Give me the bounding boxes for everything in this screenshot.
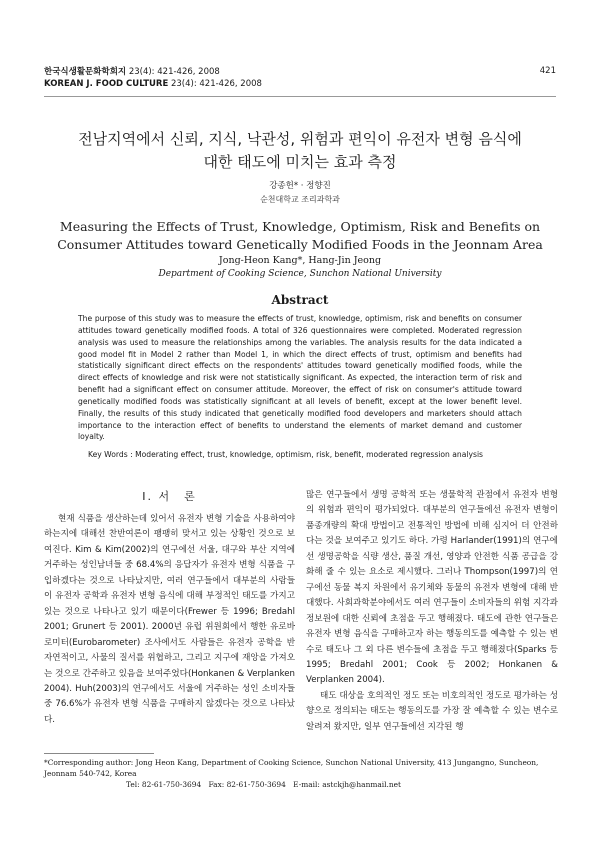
- title-english-line-2: Consumer Attitudes toward Genetically Modified Foods in the Jeonnam Area: [57, 237, 543, 252]
- journal-name-korean: 한국식생활문화학회지: [44, 67, 127, 77]
- right-column: [306, 488, 558, 735]
- journal-volume-english: 23(4): 421-426, 2008: [170, 79, 262, 89]
- introduction-paragraph-2: 많은 연구들에서 생명 공학적 또는 생물학적 관점에서 유전자 변형의 위험과 편익이 평가되었다. 대부분의 연구들에선 유전자 변형이 품종개량의 확대 방법이고 전통적인 방법에 비해 심지어 더 안전하다는 것을 보여주고 있기도 하다. 가령 Harlander(1991)의 연구에선 생명공학을 식량 생산, 품질 개선, 영양과 안전한 식품 공급을 강화해 줄 수 있는 요소로 제시했다. 그러나 Thompson(1997)의 연구에선 동물 복지 차원에서 유기체와 동물의 유전자 변형에 대해 반대했다. 사회과학분야에서도 여러 연구들이 소비자들의 위험 지각과 정보원에 대한 신뢰에 초점을 두고 행해졌다. 태도에 관한 연구들은 유전자 변형 음식을 구매하고자 하는 행동의도를 예측할 수 있는 변수로 태도나 그 외 다른 변수들에 초점을 두고 행해졌다(Sparks 등 1995; Bredahl 2001; Cook 등 2002; Honkanen & Verplanken 2004).: [306, 490, 558, 686]
- footnote-contact-line: Tel: 82-61-750-3694 Fax: 82-61-750-3694 E-mail: astckjh@hanmail.net: [126, 780, 401, 789]
- header-divider: [44, 96, 556, 97]
- abstract-heading: Abstract: [271, 293, 329, 307]
- keywords-label: Key Words :: [88, 450, 133, 459]
- authors-english: Jong-Heon Kang*, Hang-Jin Jeong: [218, 255, 382, 266]
- journal-volume-korean: 23(4): 421-426, 2008: [128, 67, 220, 77]
- authors-korean: 강종헌* · 정향진: [269, 181, 331, 191]
- title-english: [40, 218, 560, 254]
- introduction-paragraph-1: 현재 식품을 생산하는데 있어서 유전자 변형 기술을 사용하여야 하는지에 대해선 찬반여론이 팽팽히 맞서고 있는 상황인 것으로 보여진다. Kim & Kim(2002)의 연구에선 서울, 대구와 부산 지역에 거주하는 성인남녀들 중 68.4%의 응답자가 유전자 변형 식품을 구입하겠다는 것으로 나타났지만, 여러 연구들에서 대부분의 사람들이 유전자 공학과 유전자 변형 음식에 대해 부정적인 태도를 가지고 있는 것으로 나타나고 있기 때문이다(Frewer 등 1996; Bredahl 2001; Grunert 등 2001). 2000년 유럽 위원회에서 행한 유로바로미터(Eurobarometer) 조사에서도 사람들은 유전자 공학을 반자연적이고, 사물의 질서를 위협하고, 그리고 지구에 재앙을 가져오는 것으로 간주하고 있음을 보여주었다(Honkanen & Verplanken 2004). Huh(2003)의 연구에서도 서울에 거주하는 성인 소비자들 중 76.6%가 유전자 변형 식품을 구매하지 않겠다는 것으로 나타났다.: [44, 514, 295, 725]
- page-number: 421: [539, 66, 556, 76]
- title-korean: [40, 128, 560, 174]
- keywords-text: Moderating effect, trust, knowledge, optimism, risk, benefit, moderated regression analysis: [135, 450, 484, 459]
- left-column: [44, 488, 295, 728]
- section-heading-introduction: I. 서 론: [142, 490, 197, 503]
- title-english-line-1: Measuring the Effects of Trust, Knowledge, Optimism, Risk and Benefits on: [59, 219, 541, 234]
- journal-info: [44, 66, 262, 90]
- corresponding-author-footnote: [44, 757, 560, 790]
- footnote-author-line: *Corresponding author: Jong Heon Kang, Department of Cooking Science, Sunchon National University, 413 Jungangno, Suncheon, Jeonnam 540-742, Korea: [44, 758, 539, 778]
- journal-name-english: KOREAN J. FOOD CULTURE: [44, 79, 169, 89]
- affiliation-korean: 순천대학교 조리과학과: [260, 195, 340, 204]
- keywords: [88, 450, 522, 459]
- title-korean-line-2: 대한 태도에 미치는 효과 측정: [203, 153, 397, 171]
- title-korean-line-1: 전남지역에서 신뢰, 지식, 낙관성, 위험과 편익이 유전자 변형 음식에: [78, 130, 522, 148]
- footnote-divider: [44, 753, 154, 754]
- abstract-body: The purpose of this study was to measure the effects of trust, knowledge, optimism, risk and benefits on consumer attitudes toward genetically modified foods. A total of 326 questionnaires were completed. Moderated regression analysis was used to measure the relationships among the variables. The analysis results for the data indicated a good model fit in Model 2 rather than Model 1, in which the direct effects of trust, optimism and benefits had statistically significant direct effects on the respondents' attitudes toward genetically modified foods, while the direct effects of knowledge and risk were not statistically significant. As expected, the interaction term of risk and benefit had a significant effect on consumer attitude. Moreover, the effect of risk on consumer's attitude toward genetically modified foods was statistically significant at all levels of benefit, except at the lower benefit level. Finally, the results of this study indicated that genetically modified food developers and marketers should attach importance to the interaction effect of benefits to understand the elements of market demand and customer loyalty.: [78, 314, 522, 442]
- introduction-paragraph-3: 태도 대상을 호의적인 정도 또는 비호의적인 정도로 평가하는 성향으로 정의되는 태도는 행동의도를 가장 잘 예측할 수 있는 변수로 알려져 왔지만, 일부 연구들에선 지각된 행: [306, 690, 558, 732]
- affiliation-english: Department of Cooking Science, Sunchon National University: [158, 269, 442, 279]
